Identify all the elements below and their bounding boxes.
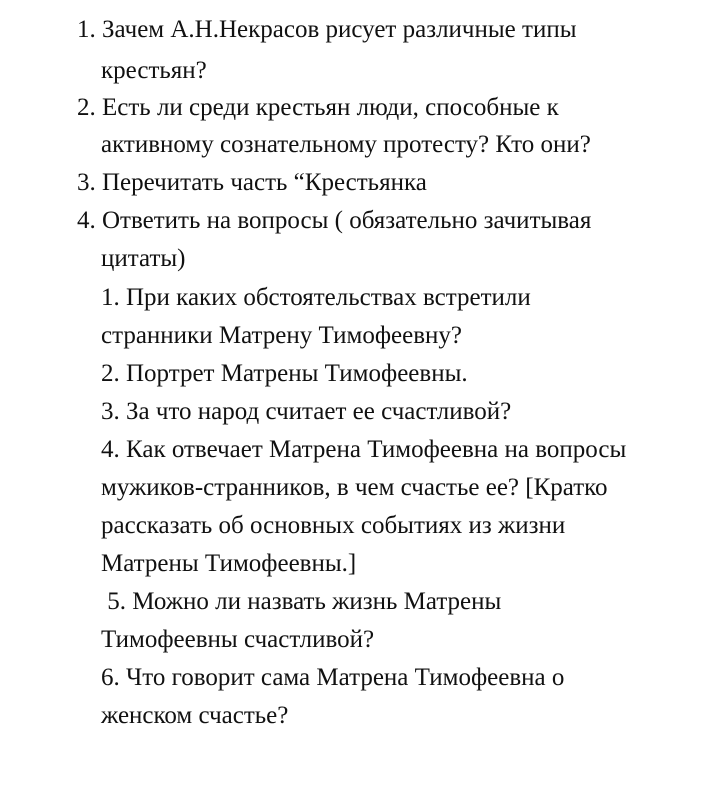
question-1-line-1: 1. Зачем А.Н.Некрасов рисует различные типы — [77, 16, 577, 43]
subquestion-4-line-4: Матрены Тимофеевны.] — [101, 550, 357, 577]
question-2-line-2: активному сознательному протесту? Кто они? — [101, 131, 591, 158]
subquestion-1-line-2: странники Матрену Тимофеевну? — [101, 322, 462, 349]
task-3-line: 3. Перечитать часть “Крестьянка — [77, 169, 427, 196]
subquestion-6-line-1: 6. Что говорит сама Матрена Тимофеевна о — [101, 664, 565, 691]
question-1-line-2: крестьян? — [101, 57, 207, 84]
subquestion-4-line-1: 4. Как отвечает Матрена Тимофеевна на вопросы — [101, 436, 627, 463]
subquestion-4-line-2: мужиков-странников, в чем счастье ее? [Кратко — [101, 474, 608, 501]
task-4-line-2: цитаты) — [101, 245, 186, 272]
subquestion-5-line-1: 5. Можно ли назвать жизнь Матрены — [101, 588, 502, 615]
subquestion-6-line-2: женском счастье? — [101, 702, 289, 729]
subquestion-5-line-2: Тимофеевны счастливой? — [101, 626, 375, 653]
subquestion-1-line-1: 1. При каких обстоятельствах встретили — [101, 284, 531, 311]
task-4-line-1: 4. Ответить на вопросы ( обязательно зачитывая — [77, 207, 592, 234]
subquestion-4-line-3: рассказать об основных событиях из жизни — [101, 512, 566, 539]
subquestion-3-line: 3. За что народ считает ее счастливой? — [101, 398, 512, 425]
subquestion-2-line: 2. Портрет Матрены Тимофеевны. — [101, 360, 468, 387]
question-2-line-1: 2. Есть ли среди крестьян люди, способные к — [77, 94, 559, 121]
